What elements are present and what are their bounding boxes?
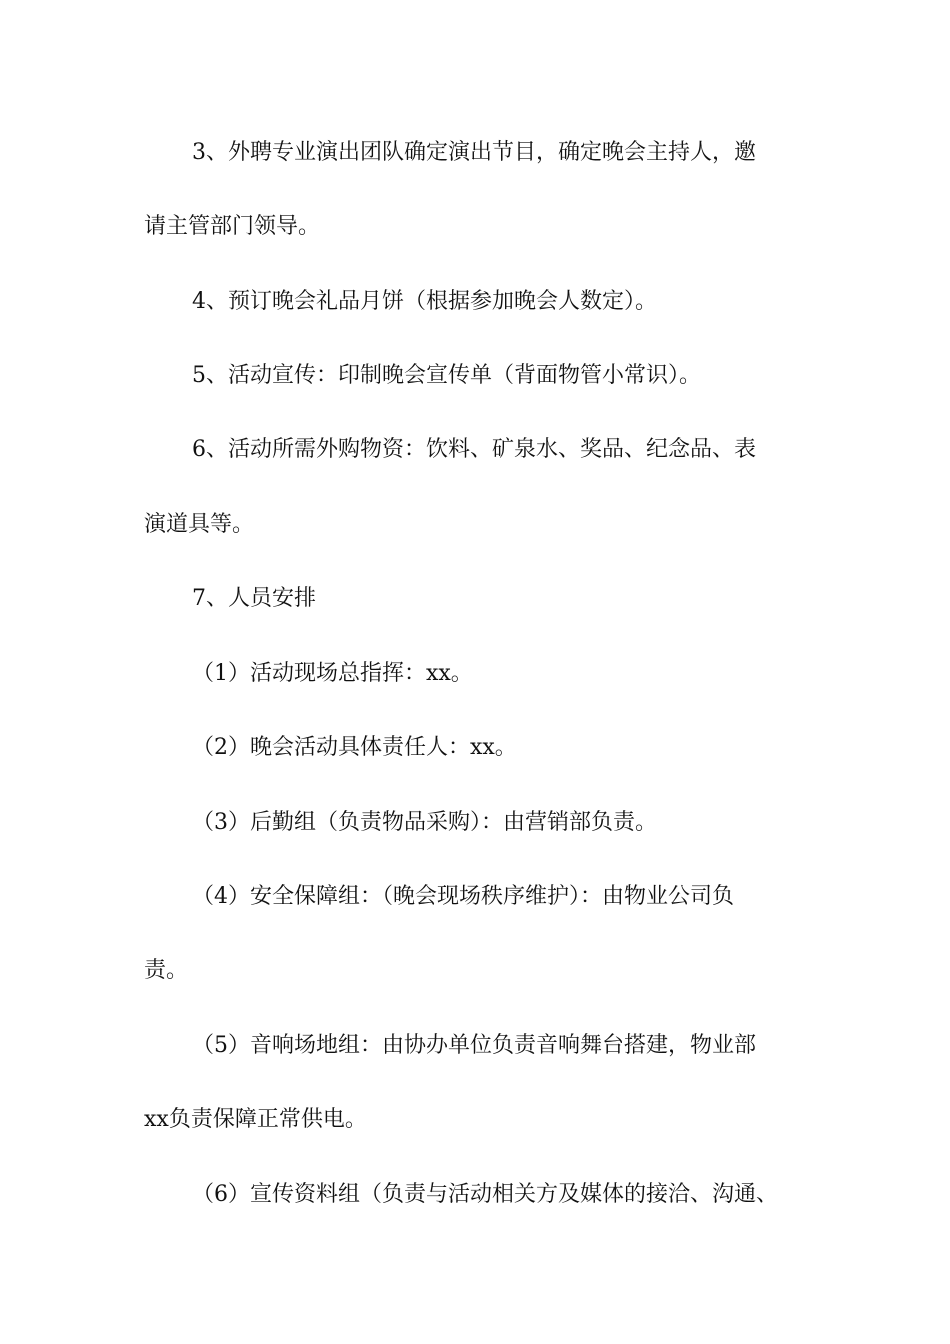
list-item: （5）音响场地组：由协办单位负责音响舞台搭建，物业部 — [192, 1033, 756, 1058]
paragraph-line: 3、外聘专业演出团队确定演出节目，确定晚会主持人，邀 — [192, 140, 756, 165]
list-item: （6）宣传资料组（负责与活动相关方及媒体的接洽、沟通、 — [192, 1182, 778, 1207]
paragraph-line: 5、活动宣传：印制晚会宣传单（背面物管小常识）。 — [192, 363, 701, 388]
paragraph-line: 请主管部门领导。 — [144, 214, 321, 239]
list-item: （1）活动现场总指挥：xx。 — [192, 661, 473, 686]
list-item: （2）晚会活动具体责任人：xx。 — [192, 735, 517, 760]
list-item-continuation: xx负责保障正常供电。 — [144, 1107, 367, 1132]
list-item: （3）后勤组（负责物品采购）：由营销部负责。 — [192, 810, 657, 835]
paragraph-line: 6、活动所需外购物资：饮料、矿泉水、奖品、纪念品、表 — [192, 437, 756, 462]
list-item: （4）安全保障组：（晚会现场秩序维护）：由物业公司负 — [192, 884, 734, 909]
paragraph-line: 演道具等。 — [144, 512, 255, 537]
list-item-continuation: 责。 — [144, 958, 189, 983]
paragraph-line: 4、预订晚会礼品月饼（根据参加晚会人数定）。 — [192, 289, 657, 314]
section-heading: 7、人员安排 — [192, 586, 316, 611]
